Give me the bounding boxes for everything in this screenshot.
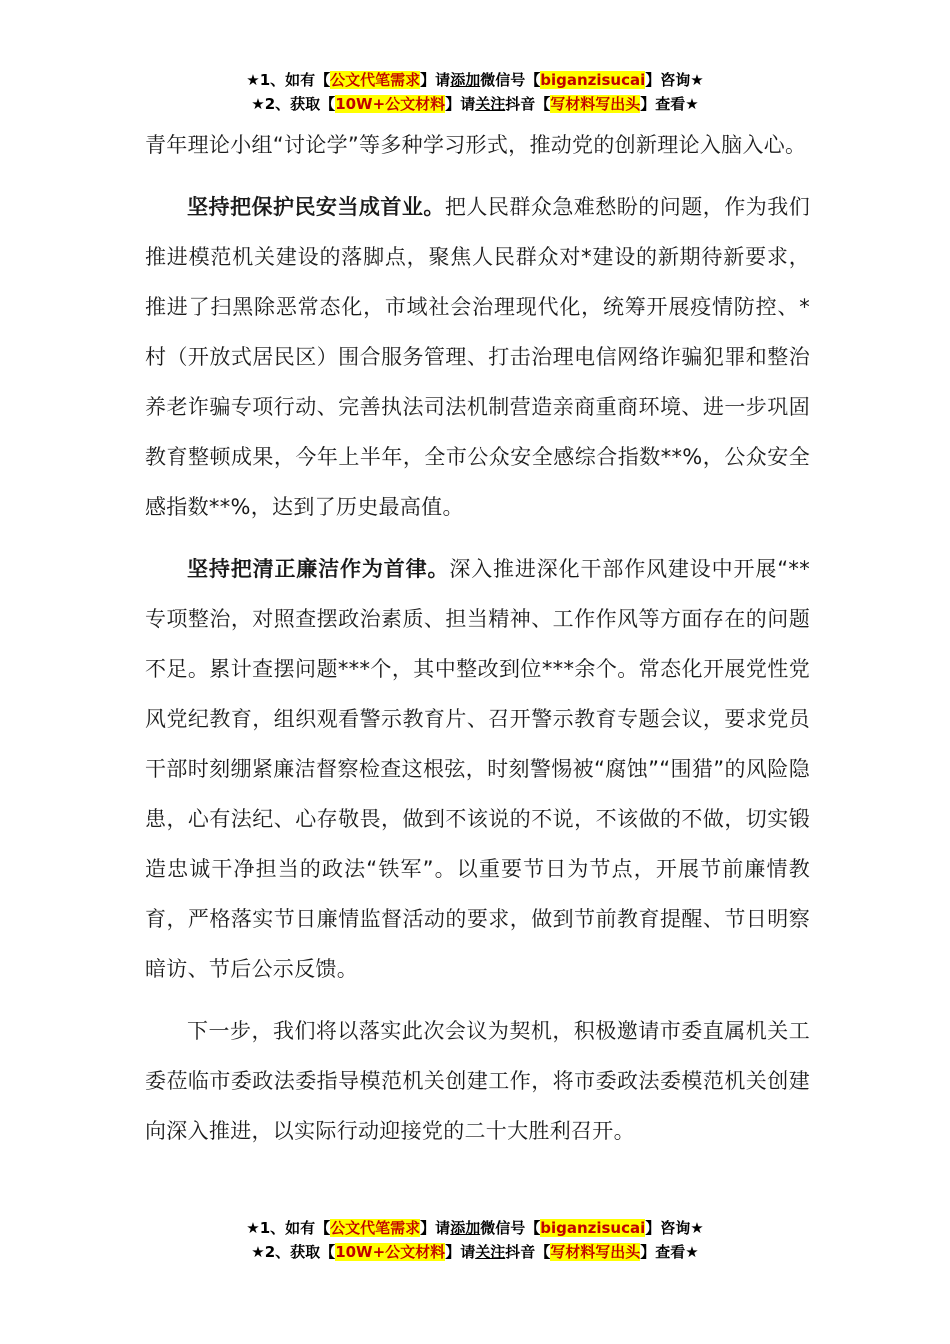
highlight-materials: 10W+公文材料 xyxy=(335,95,446,113)
highlight-wechat-id: biganzisucai xyxy=(540,71,646,89)
banner-line-2: ★2、获取【10W+公文材料】请关注抖音【写材料写出头】查看★ xyxy=(251,95,699,113)
highlight-service: 公文代笔需求 xyxy=(330,1219,421,1237)
highlight-wechat-id: biganzisucai xyxy=(540,1219,646,1237)
paragraph-text: 深入推进深化干部作风建设中开展“**专项整治，对照查摆政治素质、担当精神、工作作风等方面存在的问题不足。累计查摆问题***个，其中整改到位***余个。常态化开展党性党风党纪教育，组织观看警示教育片、召开警示教育专题会议，要求党员干部时刻绷紧廉洁督察检查这根弦，时刻警惕被“腐蚀”“围猎”的风险隐患，心有法纪、心存敬畏，做到不该说的不说，不该做的不做，切实锻造忠诚干净担当的政法“铁军”。以重要节日为节点，开展节前廉情教育，严格落实节日廉情监督活动的要求，做到节前教育提醒、节日明察暗访、节后公示反馈。 xyxy=(145,557,811,981)
document-body xyxy=(145,120,810,1168)
header-banner xyxy=(0,68,950,116)
banner-line-2: ★2、获取【10W+公文材料】请关注抖音【写材料写出头】查看★ xyxy=(251,1243,699,1261)
highlight-service: 公文代笔需求 xyxy=(330,71,421,89)
highlight-douyin: 写材料写出头 xyxy=(550,95,641,113)
paragraph-integrity xyxy=(145,544,810,994)
footer-banner xyxy=(0,1216,950,1264)
highlight-materials: 10W+公文材料 xyxy=(335,1243,446,1261)
paragraph-next-step: 下一步，我们将以落实此次会议为契机，积极邀请市委直属机关工委莅临市委政法委指导模范机关创建工作，将市委政法委模范机关创建向深入推进，以实际行动迎接党的二十大胜利召开。 xyxy=(145,1019,810,1143)
paragraph-continuation: 青年理论小组“讨论学”等多种学习形式，推动党的创新理论入脑入心。 xyxy=(145,133,807,157)
paragraph-lead: 坚持把清正廉洁作为首律。 xyxy=(187,557,450,581)
paragraph-text: 把人民群众急难愁盼的问题，作为我们推进模范机关建设的落脚点，聚焦人民群众对*建设的新期待新要求，推进了扫黑除恶常态化，市域社会治理现代化，统筹开展疫情防控、*村（开放式居民区）围合服务管理、打击治理电信网络诈骗犯罪和整治养老诈骗专项行动、完善执法司法机制营造亲商重商环境、进一步巩固教育整顿成果，今年上半年，全市公众安全感综合指数**%，公众安全感指数**%，达到了历史最高值。 xyxy=(145,195,810,519)
banner-line-1: ★1、如有【公文代笔需求】请添加微信号【biganzisucai】咨询★ xyxy=(246,71,704,89)
banner-line-1: ★1、如有【公文代笔需求】请添加微信号【biganzisucai】咨询★ xyxy=(246,1219,704,1237)
paragraph-public-safety xyxy=(145,182,810,532)
paragraph-lead: 坚持把保护民安当成首业。 xyxy=(187,195,445,219)
highlight-douyin: 写材料写出头 xyxy=(550,1243,641,1261)
